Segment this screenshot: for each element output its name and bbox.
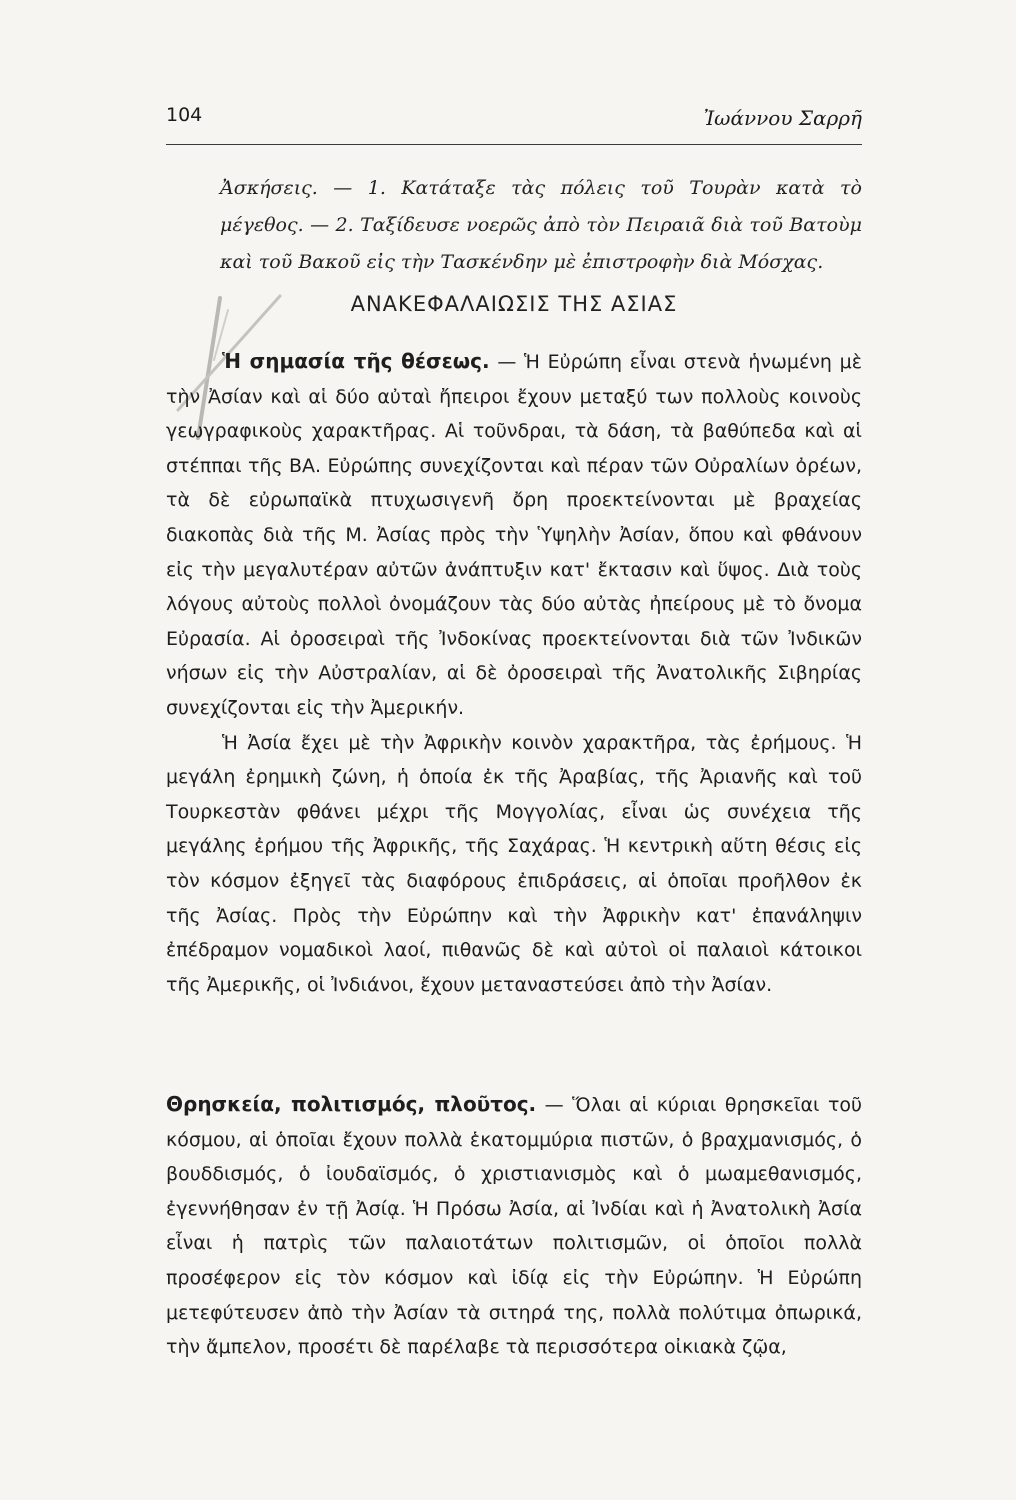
exercises-paragraph: [166, 170, 862, 281]
page-number: 104: [166, 104, 203, 126]
section-title: ΑΝΑΚΕΦΑΛΑΙΩΣΙΣ ΤΗΣ ΑΣΙΑΣ: [350, 292, 678, 316]
deserts-paragraph: Ἡ Ἀσία ἔχει μὲ τὴν Ἀφρικὴν κοινὸν χαρακτῆρα, τὰς ἐρήμους. Ἡ μεγάλη ἐρημικὴ ζώνη, ἡ ὁποία ἐκ τῆς Ἀραβίας, τῆς Ἀριανῆς καὶ τοῦ Τουρκεστὰν φθάνει μέχρι τῆς Μογγολίας, εἶναι ὡς συνέχεια τῆς μεγάλης ἐρήμου τῆς Ἀφρικῆς, τῆς Σαχάρας. Ἡ κεντρικὴ αὕτη θέσις εἰς τὸν κόσμον ἐξηγεῖ τὰς διαφόρους ἐπιδράσεις, αἱ ὁποῖαι προῆλθον ἐκ τῆς Ἀσίας. Πρὸς τὴν Εὐρώπην καὶ τὴν Ἀφρικὴν κατ' ἐπανάληψιν ἐπέδραμον νομαδικοὶ λαοί, πιθανῶς δὲ καὶ αὐτοὶ οἱ παλαιοὶ κάτοικοι τῆς Ἀμερικῆς, οἱ Ἰνδιάνοι, ἔχουν μεταναστεύσει ἀπὸ τὴν Ἀσίαν.: [166, 731, 862, 996]
position-paragraph: [166, 344, 862, 726]
page-header: [166, 104, 862, 145]
position-section: [166, 344, 862, 1002]
exercises-text: Ἀσκήσεις. — 1. Κατάταξε τὰς πόλεις τοῦ Τουρὰν κατὰ τὸ μέγεθος. — 2. Ταξίδευσε νοερῶς ἀπὸ τὸν Πειραιᾶ διὰ τοῦ Βατοὺμ καὶ τοῦ Βακοῦ εἰς τὴν Τασκένδην μὲ ἐπιστροφὴν διὰ Μόσχας.: [220, 177, 862, 273]
position-heading: Ἡ σημασία τῆς θέσεως.: [222, 349, 490, 373]
running-head: Ἰωάννου Σαρρῆ: [703, 106, 862, 130]
religion-text: — Ὅλαι αἱ κύριαι θρησκεῖαι τοῦ κόσμου, αἱ ὁποῖαι ἔχουν πολλὰ ἑκατομμύρια πιστῶν, ὁ βραχμανισμός, ὁ βουδδισμός, ὁ ἰουδαϊσμός, ὁ χριστιανισμὸς καὶ ὁ μωαμεθανισμός, ἐγεννήθησαν ἐν τῇ Ἀσίᾳ. Ἡ Πρόσω Ἀσία, αἱ Ἰνδίαι καὶ ἡ Ἀνατολικὴ Ἀσία εἶναι ἡ πατρὶς τῶν παλαιοτάτων πολιτισμῶν, οἱ ὁποῖοι πολλὰ προσέφερον εἰς τὸν κόσμον καὶ ἰδίᾳ εἰς τὴν Εὐρώπην. Ἡ Εὐρώπη μετεφύτευσεν ἀπὸ τὴν Ἀσίαν τὰ σιτηρά της, πολλὰ πολύτιμα ὀπωρικά, τὴν ἄμπελον, προσέτι δὲ παρέλαβε τὰ περισσότερα οἰκιακὰ ζῷα,: [166, 1094, 863, 1359]
religion-paragraph: [166, 1087, 862, 1365]
religion-section: [166, 1087, 862, 1365]
religion-heading: Θρησκεία, πολιτισμός, πλοῦτος.: [166, 1092, 537, 1116]
position-text: — Ἡ Εὐρώπη εἶναι στενὰ ἡνωμένη μὲ τὴν Ἀσίαν καὶ αἱ δύο αὐταὶ ἤπειροι ἔχουν μεταξύ των πολλοὺς κοινοὺς γεωγραφικοὺς χαρακτῆρας. Αἱ τοῦνδραι, τὰ δάση, τὰ βαθύπεδα καὶ αἱ στέππαι τῆς ΒΑ. Εὐρώπης συνεχίζονται καὶ πέραν τῶν Οὐραλίων ὀρέων, τὰ δὲ εὐρωπαϊκὰ πτυχωσιγενῆ ὄρη προεκτείνονται μὲ βραχείας διακοπὰς διὰ τῆς Μ. Ἀσίας πρὸς τὴν Ὑψηλὴν Ἀσίαν, ὅπου καὶ φθάνουν εἰς τὴν μεγαλυτέραν αὐτῶν ἀνάπτυξιν κατ' ἔκτασιν καὶ ὕψος. Διὰ τοὺς λόγους αὐτοὺς πολλοὶ ὀνομάζουν τὰς δύο αὐτὰς ἠπείρους μὲ τὸ ὄνομα Εὐρασία. Αἱ ὀροσειραὶ τῆς Ἰνδοκίνας προεκτείνονται διὰ τῶν Ἰνδικῶν νήσων εἰς τὴν Αὐστραλίαν, αἱ δὲ ὀροσειραὶ τῆς Ἀνατολικῆς Σιβηρίας συνεχίζονται εἰς τὴν Ἀμερικήν.: [166, 351, 862, 719]
